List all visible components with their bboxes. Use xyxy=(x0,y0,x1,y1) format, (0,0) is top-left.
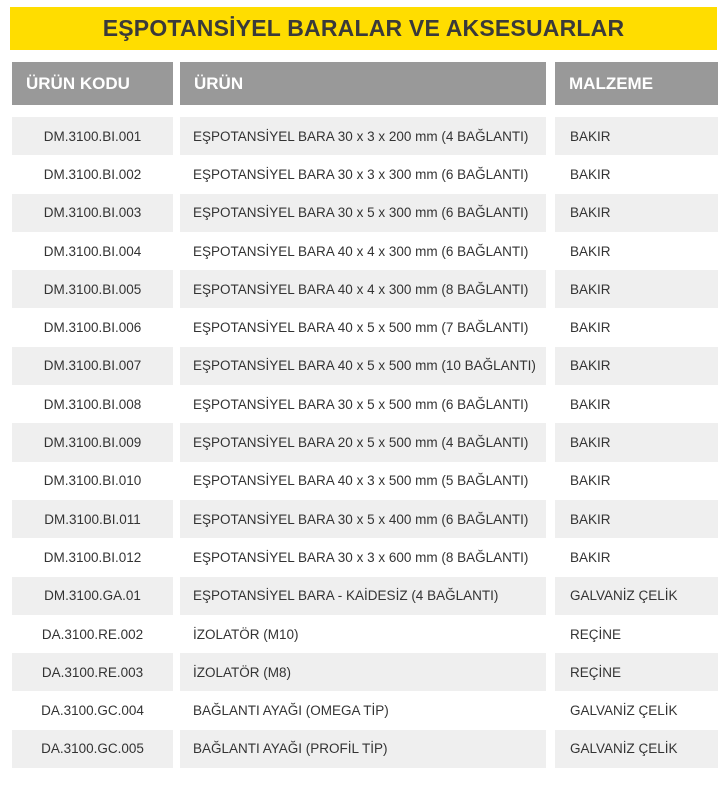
material-cell: GALVANİZ ÇELİK xyxy=(555,730,718,768)
header-product: ÜRÜN xyxy=(180,62,546,105)
header-material: MALZEME xyxy=(555,62,718,105)
table-row xyxy=(0,155,725,193)
table-row xyxy=(0,308,725,346)
material-cell: BAKIR xyxy=(570,243,611,259)
product-name-cell: EŞPOTANSİYEL BARA 40 x 3 x 500 mm (5 BAĞLANTI) xyxy=(193,473,529,489)
product-code-cell: DM.3100.BI.002 xyxy=(43,166,142,182)
product-name-cell: İZOLATÖR (M10) xyxy=(193,626,299,642)
table-row xyxy=(0,462,725,500)
table-row xyxy=(0,577,725,615)
material-cell: GALVANİZ ÇELİK xyxy=(555,577,718,615)
product-name-cell: EŞPOTANSİYEL BARA 30 x 3 x 200 mm (4 BAĞLANTI) xyxy=(180,117,546,155)
material-cell: BAKIR xyxy=(570,396,611,412)
material-cell: REÇİNE xyxy=(570,626,622,642)
product-name-cell: EŞPOTANSİYEL BARA 30 x 3 x 300 mm (6 BAĞLANTI) xyxy=(193,166,529,182)
product-name-cell: BAĞLANTI AYAĞI (PROFİL TİP) xyxy=(180,730,546,768)
product-name-cell: EŞPOTANSİYEL BARA 40 x 5 x 500 mm (10 BAĞLANTI) xyxy=(180,347,546,385)
material-cell: BAKIR xyxy=(570,320,611,336)
title-banner xyxy=(10,7,717,50)
table-row xyxy=(0,730,725,768)
product-name-cell: EŞPOTANSİYEL BARA 20 x 5 x 500 mm (4 BAĞLANTI) xyxy=(180,423,546,461)
page-title: EŞPOTANSİYEL BARALAR VE AKSESUARLAR xyxy=(102,15,625,41)
material-cell: BAKIR xyxy=(555,500,718,538)
product-code-cell: DM.3100.GA.01 xyxy=(12,577,173,615)
product-code-cell: DM.3100.BI.003 xyxy=(12,194,173,232)
product-name-cell: EŞPOTANSİYEL BARA - KAİDESİZ (4 BAĞLANTI) xyxy=(180,577,546,615)
table-row xyxy=(0,538,725,576)
material-cell: REÇİNE xyxy=(555,653,718,691)
table-row xyxy=(0,500,725,538)
product-code-cell: DA.3100.RE.003 xyxy=(12,653,173,691)
product-code-cell: DM.3100.BI.008 xyxy=(43,396,142,412)
product-name-cell: BAĞLANTI AYAĞI (OMEGA TİP) xyxy=(193,703,389,719)
product-code-cell: DM.3100.BI.012 xyxy=(43,549,142,565)
product-name-cell: EŞPOTANSİYEL BARA 40 x 4 x 300 mm (6 BAĞLANTI) xyxy=(193,243,529,259)
material-cell: BAKIR xyxy=(555,347,718,385)
material-cell: BAKIR xyxy=(555,423,718,461)
table-row xyxy=(0,117,725,155)
product-code-cell: DM.3100.BI.009 xyxy=(12,423,173,461)
material-cell: GALVANİZ ÇELİK xyxy=(570,703,678,719)
table-row xyxy=(0,653,725,691)
product-name-cell: EŞPOTANSİYEL BARA 30 x 3 x 600 mm (8 BAĞLANTI) xyxy=(193,549,529,565)
product-code-cell: DM.3100.BI.011 xyxy=(12,500,173,538)
product-code-cell: DM.3100.BI.007 xyxy=(12,347,173,385)
table-row xyxy=(0,347,725,385)
product-name-cell: EŞPOTANSİYEL BARA 40 x 4 x 300 mm (8 BAĞLANTI) xyxy=(180,270,546,308)
table-row xyxy=(0,232,725,270)
product-code-cell: DA.3100.GC.004 xyxy=(41,703,144,719)
table-row xyxy=(0,270,725,308)
product-table-body xyxy=(0,117,725,768)
product-name-cell: EŞPOTANSİYEL BARA 30 x 5 x 400 mm (6 BAĞLANTI) xyxy=(180,500,546,538)
table-row xyxy=(0,423,725,461)
product-code-cell: DM.3100.BI.001 xyxy=(12,117,173,155)
table-row xyxy=(0,691,725,729)
material-cell: BAKIR xyxy=(555,117,718,155)
product-code-cell: DM.3100.BI.010 xyxy=(43,473,142,489)
product-code-cell: DM.3100.BI.005 xyxy=(12,270,173,308)
product-name-cell: EŞPOTANSİYEL BARA 30 x 5 x 300 mm (6 BAĞLANTI) xyxy=(180,194,546,232)
header-product-code: ÜRÜN KODU xyxy=(12,62,173,105)
product-name-cell: EŞPOTANSİYEL BARA 30 x 5 x 500 mm (6 BAĞLANTI) xyxy=(193,396,529,412)
product-code-cell: DM.3100.BI.006 xyxy=(43,320,142,336)
product-code-cell: DM.3100.BI.004 xyxy=(43,243,142,259)
product-name-cell: EŞPOTANSİYEL BARA 40 x 5 x 500 mm (7 BAĞLANTI) xyxy=(193,320,529,336)
product-code-cell: DA.3100.GC.005 xyxy=(12,730,173,768)
table-row xyxy=(0,385,725,423)
material-cell: BAKIR xyxy=(555,270,718,308)
product-name-cell: İZOLATÖR (M8) xyxy=(180,653,546,691)
table-row xyxy=(0,194,725,232)
material-cell: BAKIR xyxy=(570,166,611,182)
material-cell: BAKIR xyxy=(570,549,611,565)
product-code-cell: DA.3100.RE.002 xyxy=(41,626,144,642)
material-cell: BAKIR xyxy=(570,473,611,489)
table-row xyxy=(0,615,725,653)
material-cell: BAKIR xyxy=(555,194,718,232)
